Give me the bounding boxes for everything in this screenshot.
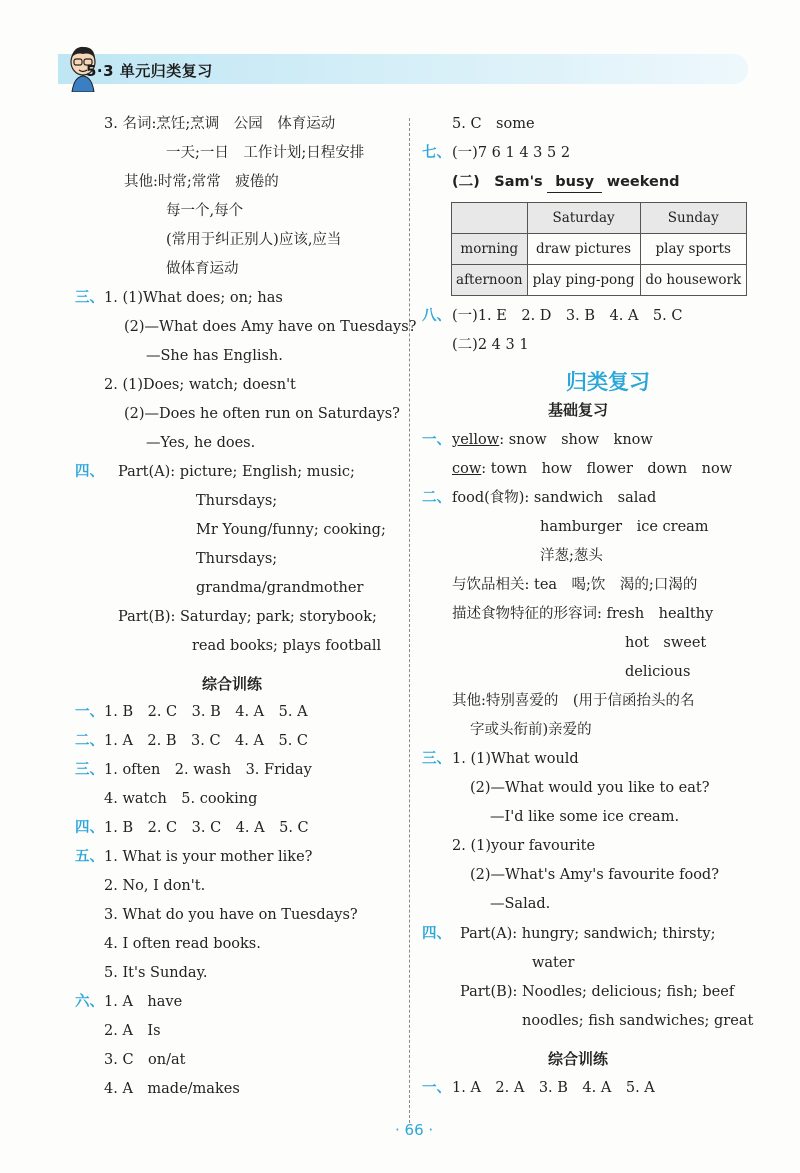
answer-line: 2. (1)Does; watch; doesn't: [104, 377, 296, 393]
section-heading: 基础复习: [548, 401, 609, 419]
table-row: [452, 234, 747, 265]
answer-line: Part(A): picture; English; music;: [118, 464, 355, 480]
answer-line: 3. C on/at: [104, 1052, 186, 1068]
vocab-others-3: (常用于纠正别人)应该,应当: [166, 232, 342, 248]
table-title-prefix: (二) Sam's: [452, 174, 543, 190]
vocab-nouns: 3. 名词:烹饪;烹调 公园 体育运动: [104, 116, 336, 132]
answer-line: [452, 430, 653, 450]
vocab-nouns-cont: 一天;一日 工作计划;日程安排: [166, 145, 365, 161]
table-row: [452, 203, 747, 234]
answer-line: 1. often 2. wash 3. Friday: [104, 762, 312, 778]
underlined-word: yellow: [452, 432, 500, 448]
answer-line: (2)—What's Amy's favourite food?: [470, 867, 719, 883]
answer-line: (一)1. E 2. D 3. B 4. A 5. C: [452, 308, 683, 324]
answer-line: —Yes, he does.: [146, 435, 256, 451]
answer-line: 1. A 2. A 3. B 4. A 5. A: [452, 1080, 655, 1096]
table-cell: Saturday: [527, 203, 640, 234]
section-marker: 五、: [75, 849, 104, 865]
answer-line: 1. B 2. C 3. B 4. A 5. A: [104, 704, 308, 720]
answer-line: 1. A 2. B 3. C 4. A 5. C: [104, 733, 309, 749]
table-cell: afternoon: [452, 265, 528, 296]
answer-line: 4. watch 5. cooking: [104, 791, 258, 807]
answer-line: 5. It's Sunday.: [104, 965, 208, 981]
section-heading: 综合训练: [202, 675, 263, 693]
table-cell: morning: [452, 234, 528, 265]
answer-line: hot sweet: [625, 635, 707, 651]
answer-line: 3. What do you have on Tuesdays?: [104, 907, 358, 923]
answer-line: 1. What is your mother like?: [104, 849, 313, 865]
answer-line: (2)—What would you like to eat?: [470, 780, 710, 796]
answer-line: (2)—What does Amy have on Tuesdays?: [124, 319, 417, 335]
section-marker: 四、: [75, 464, 104, 480]
column-divider: [409, 118, 410, 1123]
answer-line: Mr Young/funny; cooking;: [196, 522, 386, 538]
answer-line: [452, 459, 732, 479]
section-marker: 一、: [422, 1080, 451, 1096]
answer-line: 描述食物特征的形容词: fresh healthy: [452, 606, 714, 622]
table-cell: play ping-pong: [527, 265, 640, 296]
section-marker: 四、: [422, 926, 451, 942]
section-heading: 综合训练: [548, 1050, 609, 1068]
word-list: : snow show know: [499, 432, 653, 448]
section-marker: 四、: [75, 820, 104, 836]
answer-line: 其他:特别喜爱的 (用于信函抬头的名: [452, 693, 695, 709]
answer-line: 2. (1)your favourite: [452, 838, 596, 854]
answer-line: —Salad.: [490, 896, 551, 912]
section-marker: 八、: [422, 308, 451, 324]
section-marker: 三、: [422, 751, 451, 767]
answer-line: 1. B 2. C 3. C 4. A 5. C: [104, 820, 309, 836]
section-marker: 三、: [75, 290, 104, 306]
table-row: [452, 265, 747, 296]
answer-line: Thursdays;: [196, 551, 278, 567]
answer-line: —She has English.: [146, 348, 283, 364]
answer-line: (一)7 6 1 4 3 5 2: [452, 145, 571, 161]
section-marker: 三、: [75, 762, 104, 778]
table-title-blank: busy: [547, 172, 602, 193]
table-title-suffix: weekend: [606, 174, 680, 190]
answer-line: 4. I often read books.: [104, 936, 261, 952]
answer-line: (二)2 4 3 1: [452, 337, 529, 353]
section-marker: 二、: [75, 733, 104, 749]
section-marker: 一、: [422, 432, 451, 448]
section-marker: 二、: [422, 490, 451, 506]
answer-line: 2. A Is: [104, 1023, 161, 1039]
answer-line: Part(B): Noodles; delicious; fish; beef: [460, 984, 735, 1000]
answer-line: Part(B): Saturday; park; storybook;: [118, 609, 377, 625]
answer-line: 2. No, I don't.: [104, 878, 206, 894]
section-marker: 七、: [422, 145, 451, 161]
answer-line: 5. C some: [452, 116, 535, 132]
section-marker: 六、: [75, 994, 104, 1010]
answer-line: (2)—Does he often run on Saturdays?: [124, 406, 400, 422]
answer-line: delicious: [625, 664, 691, 680]
answer-line: 1. (1)What does; on; has: [104, 290, 283, 306]
answer-line: 字或头衔前)亲爱的: [470, 722, 592, 738]
table-cell: do housework: [640, 265, 747, 296]
vocab-others: 其他:时常;常常 疲倦的: [124, 174, 279, 190]
answer-line: 洋葱;葱头: [540, 548, 603, 564]
answer-line: 4. A made/makes: [104, 1081, 240, 1097]
table-title: [452, 172, 680, 193]
answer-line: read books; plays football: [192, 638, 382, 654]
answer-line: Thursdays;: [196, 493, 278, 509]
table-cell: play sports: [640, 234, 747, 265]
answer-line: hamburger ice cream: [540, 519, 709, 535]
page-header: [0, 44, 745, 94]
section-marker: 一、: [75, 704, 104, 720]
answer-line: 与饮品相关: tea 喝;饮 渴的;口渴的: [452, 577, 698, 593]
answer-line: Part(A): hungry; sandwich; thirsty;: [460, 926, 716, 942]
weekend-schedule-table: [451, 202, 747, 296]
answer-line: 1. (1)What would: [452, 751, 579, 767]
answer-line: food(食物): sandwich salad: [452, 490, 657, 506]
vocab-others-4: 做体育运动: [166, 261, 239, 277]
table-cell: Sunday: [640, 203, 747, 234]
answer-line: noodles; fish sandwiches; great: [522, 1013, 754, 1029]
table-cell: draw pictures: [527, 234, 640, 265]
header-title: 5·3 单元归类复习: [86, 62, 213, 80]
word-list: : town how flower down now: [481, 461, 733, 477]
vocab-others-2: 每一个,每个: [166, 203, 244, 219]
page-number: · 66 ·: [395, 1121, 434, 1139]
answer-line: —I'd like some ice cream.: [490, 809, 680, 825]
underlined-word: cow: [452, 461, 482, 477]
section-title: 归类复习: [566, 370, 650, 394]
answer-line: grandma/grandmother: [196, 580, 364, 596]
table-cell: [452, 203, 528, 234]
answer-line: 1. A have: [104, 994, 183, 1010]
answer-line: water: [532, 955, 575, 971]
